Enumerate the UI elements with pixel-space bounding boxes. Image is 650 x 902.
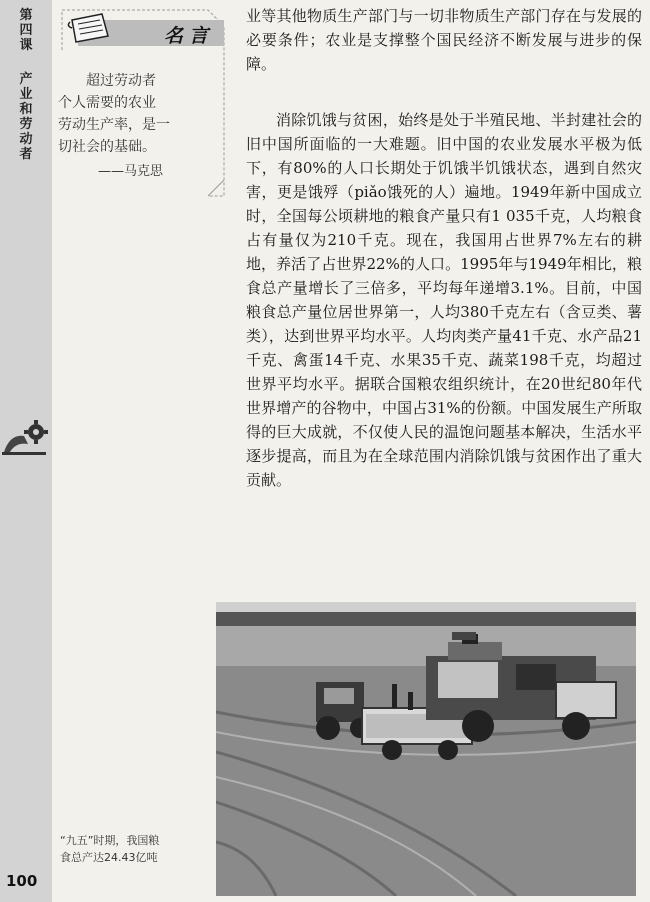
- page-number: 100: [6, 872, 38, 890]
- gear-icon: [2, 418, 48, 462]
- caption-line: “九五”时期，我国粮: [60, 834, 160, 847]
- quote-text: [58, 70, 208, 158]
- lesson-label: 第四课: [19, 8, 33, 53]
- lesson-title: 产业和劳动者: [19, 72, 33, 162]
- quote-line: 个人需要的农业: [58, 95, 156, 111]
- quote-line: 劳动生产率，是一: [58, 117, 170, 133]
- quote-line: 切社会的基础。: [58, 139, 156, 155]
- scroll-icon: [66, 12, 112, 50]
- harvest-photo: [216, 602, 636, 896]
- caption-line: 食总产达24.43亿吨: [60, 851, 158, 864]
- quote-label: 名言: [163, 25, 214, 47]
- paragraph-continued: 业等其他物质生产部门与一切非物质生产部门存在与发展的必要条件；农业是支撑整个国民经济不断发展与进步的保障。: [246, 7, 642, 73]
- paragraph-hunger: 消除饥饿与贫困，始终是处于半殖民地、半封建社会的旧中国所面临的一大难题。旧中国的农业发展水平极为低下，有80%的人口长期处于饥饿半饥饿状态，遇到自然灾害，更是饿殍（piǎo饿死的人）遍地。1949年新中国成立时，全国每公顷耕地的粮食产量只有1 035千克，人均粮食占有量仅为210千克。现在，我国用占世界7%左右的耕地，养活了占世界22%的人口。1995年与1949年相比，粮食总产量增长了三倍多，平均每年递增3.1%。目前，中国粮食总产量位居世界第一，人均380千克左右（含豆类、薯类），达到世界平均水平。人均肉类产量41千克、水产品21千克、禽蛋14千克、水果35千克、蔬菜198千克，均超过世界平均水平。据联合国粮农组织统计，在20世纪80年代世界增产的谷物中，中国占31%的份额。中国发展生产所取得的巨大成就，不仅使人民的温饱问题基本解决，生活水平逐步提高，而且为在全球范围内消除饥饿与贫困作出了重大贡献。: [246, 111, 642, 489]
- quote-author: ——马克思: [98, 164, 164, 179]
- photo-caption: [60, 832, 210, 866]
- quote-line: 超过劳动者: [86, 73, 156, 89]
- sidebar: [0, 0, 52, 902]
- quote-box: [58, 4, 226, 199]
